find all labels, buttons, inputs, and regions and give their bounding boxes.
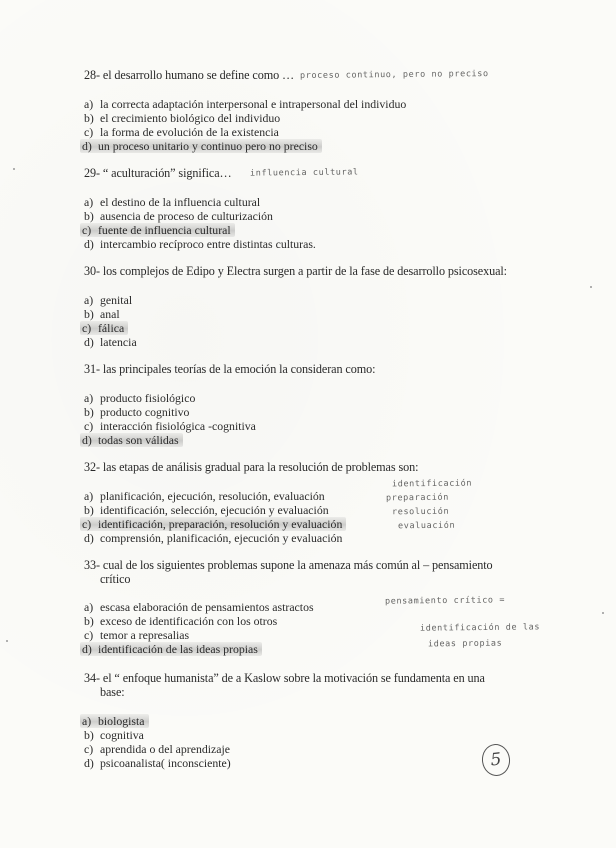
option-31a: a) producto fisiológico [84, 391, 196, 405]
option-30b: b) anal [84, 307, 120, 321]
option-28b: b) el crecimiento biológico del individuo [84, 111, 281, 125]
margin-note-32-line3: resolución [391, 506, 450, 518]
scan-speck [13, 168, 15, 170]
option-33c: c) temor a represalias [84, 628, 190, 642]
option-29c: c) fuente de influencia cultural [84, 223, 235, 237]
option-28c: c) la forma de evolución de la existencia [84, 125, 279, 139]
scan-speck [590, 286, 592, 288]
handwritten-answer-29: influencia cultural [249, 167, 359, 179]
option-31b: b) producto cognitivo [84, 405, 190, 419]
option-29a: a) el destino de la influencia cultural [84, 195, 261, 209]
question-34: 34- el “ enfoque humanista” de a Kaslow sobre la motivación se fundamenta en una [84, 671, 485, 685]
option-32c: c) identificación, preparación, resolución y evaluación [84, 517, 346, 531]
margin-note-32-line2: preparación [385, 492, 449, 504]
option-30d: d) latencia [84, 335, 137, 349]
option-33a: a) escasa elaboración de pensamientos astractos [84, 600, 314, 614]
option-31d: d) todas son válidas [84, 433, 183, 447]
scan-speck [6, 640, 8, 642]
option-33b: b) exceso de identificación con los otros [84, 614, 278, 628]
option-28a: a) la correcta adaptación interpersonal e intrapersonal del individuo [84, 97, 407, 111]
option-34d: d) psicoanalista( inconsciente) [84, 756, 231, 770]
option-32a: a) planificación, ejecución, resolución, evaluación [84, 489, 325, 503]
question-32: 32- las etapas de análisis gradual para la resolución de problemas son: [84, 460, 419, 474]
option-34a: a) biologista [84, 714, 149, 728]
option-29d: d) intercambio recíproco entre distintas culturas. [84, 237, 316, 251]
question-30: 30- los complejos de Edipo y Electra surgen a partir de la fase de desarrollo psicosexual: [84, 264, 507, 278]
option-33d: d) identificación de las ideas propias [84, 642, 262, 656]
question-33: 33- cual de los siguientes problemas supone la amenaza más común al – pensamiento [84, 558, 493, 572]
question-31: 31- las principales teorías de la emoción la consideran como: [84, 362, 376, 376]
margin-note-33-line1: pensamiento crítico = [384, 595, 506, 607]
question-34-cont: base: [100, 685, 125, 699]
margin-note-33-line3: ideas propias [427, 638, 503, 650]
margin-note-32-line1: identificación [391, 478, 473, 490]
option-30a: a) genital [84, 293, 133, 307]
margin-note-33-line2: identificación de las [419, 622, 541, 634]
handwritten-answer-28: proceso continuo, pero no preciso [299, 69, 489, 81]
option-32d: d) comprensión, planificación, ejecución y evaluación [84, 531, 343, 545]
option-32b: b) identificación, selección, ejecución y evaluación [84, 503, 329, 517]
option-30c: c) fálica [84, 321, 128, 335]
option-28d: d) un proceso unitario y continuo pero no preciso [84, 139, 322, 153]
question-28: 28- el desarrollo humano se define como … [84, 68, 295, 82]
page-number: 5 [489, 749, 503, 771]
option-34b: b) cognitiva [84, 728, 144, 742]
margin-note-32-line4: evaluación [397, 520, 456, 532]
option-29b: b) ausencia de proceso de culturización [84, 209, 273, 223]
question-33-cont: crítico [100, 572, 131, 586]
option-34c: c) aprendida o del aprendizaje [84, 742, 231, 756]
question-29: 29- “ aculturación” significa… [84, 166, 232, 180]
option-31c: c) interacción fisiológica -cognitiva [84, 419, 256, 433]
scan-speck [602, 612, 604, 614]
page-number-circle [480, 743, 511, 778]
